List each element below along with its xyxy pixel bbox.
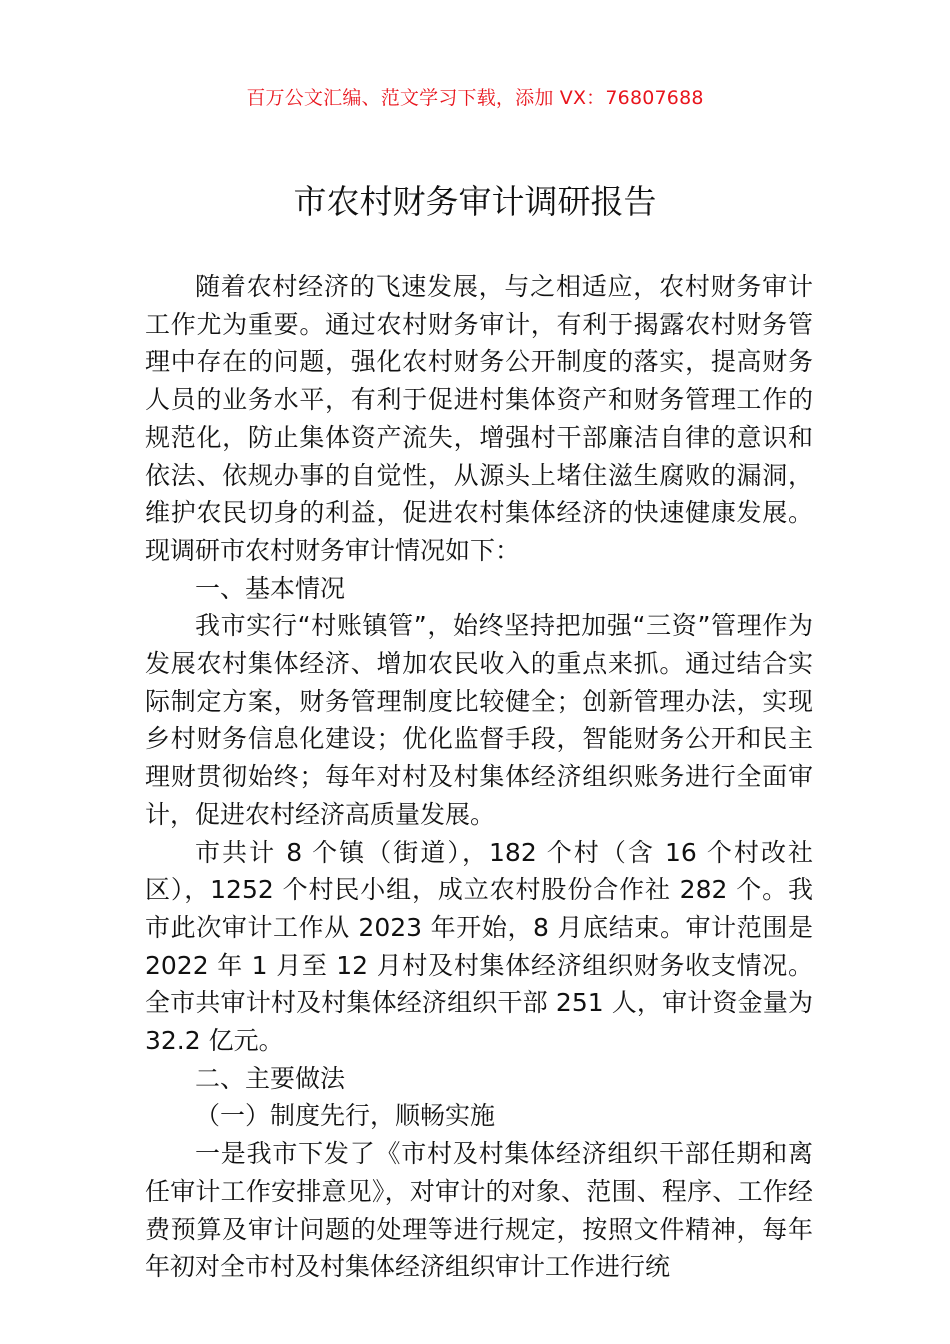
heading-basic-situation: 一、基本情况 [195,573,346,603]
watermark-banner: 百万公文汇编、范文学习下载，添加 VX：76807688 [246,87,704,109]
paragraph-basic-situation: 我市实行“村账镇管”，始终坚持把加强“三资”管理作为发展农村集体经济、增加农民收入的重点来抓。通过结合实际制定方案，财务管理制度比较健全；创新管理办法，实现乡村财务信息化建设；优化监督手段，智能财务公开和民主理财贯彻始终；每年对村及村集体经济组织账务进行全面审计，促进农村经济高质量发展。 [145,611,813,829]
heading-main-practices: 二、主要做法 [195,1063,346,1093]
document-body [145,268,813,1286]
subheading-system-first: （一）制度先行，顺畅实施 [195,1101,496,1131]
paragraph-intro: 随着农村经济的飞速发展，与之相适应，农村财务审计工作尤为重要。通过农村财务审计，有利于揭露农村财务管理中存在的问题，强化农村财务公开制度的落实，提高财务人员的业务水平，有利于促进村集体资产和财务管理工作的规范化，防止集体资产流失，增强村干部廉洁自律的意识和依法、依规办事的自觉性，从源头上堵住滋生腐败的漏洞，维护农民切身的利益，促进农村集体经济的快速健康发展。现调研市农村财务审计情况如下： [145,272,813,565]
paragraph-statistics: 市共计 8 个镇（街道），182 个村（含 16 个村改社区），1252 个村民小组，成立农村股份合作社 282 个。我市此次审计工作从 2023 年开始，8 月底结束。审计范围是 2022 年 1 月至 12 月村及村集体经济组织财务收支情况。全市共审计村及村集体经济组织干部 251 人，审计资金量为 32.2 亿元。 [145,837,813,1056]
paragraph-system-first: 一是我市下发了《市村及村集体经济组织干部任期和离任审计工作安排意见》，对审计的对象、范围、程序、工作经费预算及审计问题的处理等进行规定，按照文件精神，每年年初对全市村及村集体经济组织审计工作进行统 [145,1139,813,1282]
document-title: 市农村财务审计调研报告 [293,182,657,221]
